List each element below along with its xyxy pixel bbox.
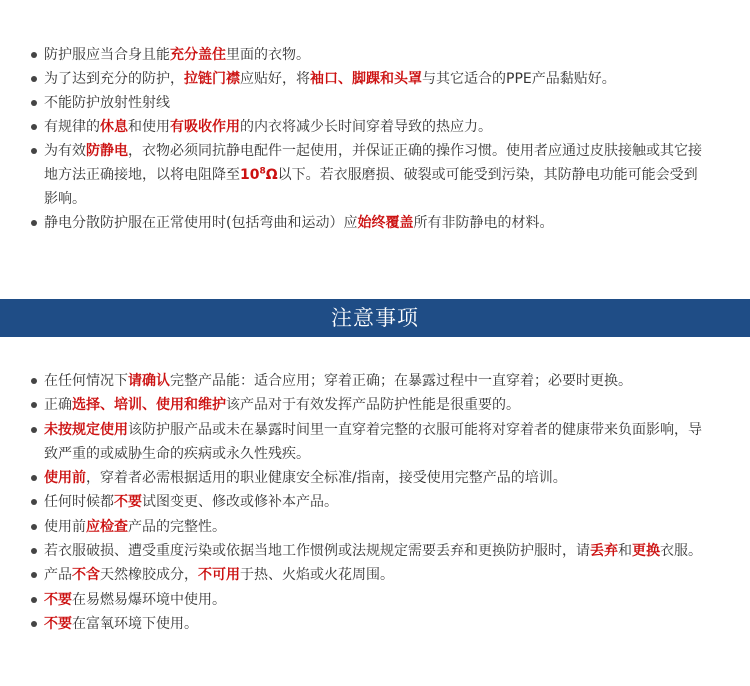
precautions-list	[0, 369, 750, 637]
precaution-item	[0, 369, 750, 393]
guideline-item	[0, 67, 750, 91]
usage-guidelines-list	[0, 43, 750, 235]
item-text: ，穿着者必需根据适用的职业健康安全标准/指南，接受使用完整产品的培训。	[86, 469, 567, 486]
guideline-item	[0, 139, 750, 211]
precaution-item	[0, 418, 750, 466]
highlighted-text: 不要	[44, 616, 72, 633]
item-text: 在任何情况下	[44, 373, 128, 389]
item-text: 若衣服破损、遭受重度污染或依据当地工作惯例或法规规定需要丢弃和更换防护服时，请	[44, 542, 590, 559]
highlighted-text: 更换	[632, 542, 660, 559]
item-text: 正确	[44, 397, 72, 414]
item-text: 产品	[44, 567, 72, 584]
highlighted-text: Ω	[265, 167, 278, 183]
item-text: 与其它适合的PPE产品黏贴好。	[422, 71, 616, 87]
item-text: 静电分散防护服在正常使用时(包括弯曲和运动）应	[44, 215, 358, 231]
item-text: 完整产品能：适合应用；穿着正确；在暴露过程中一直穿着；必要时更换。	[170, 373, 632, 389]
precaution-item	[0, 466, 750, 490]
banner-title: 注意事项	[331, 306, 419, 330]
item-text: 为有效	[44, 143, 86, 159]
item-text: 该产品对于有效发挥产品防护性能是很重要的。	[226, 397, 520, 414]
highlighted-text: 请确认	[128, 373, 170, 389]
item-text: 衣服。	[660, 542, 702, 559]
item-text: 和	[618, 542, 632, 559]
precaution-item	[0, 563, 750, 587]
highlighted-text: 充分盖住	[170, 47, 226, 63]
highlighted-text: 10	[240, 167, 260, 183]
item-text: 使用前	[44, 518, 86, 535]
highlighted-text: 有吸收作用	[170, 119, 240, 135]
item-text: 在富氧环境下使用。	[72, 616, 198, 633]
item-text: 该防护服产品或未在暴露时间里一直穿着完整的衣服可能将对穿着者的健康带来负面影响，导致严重的或威胁生命的疾病或永久性残疾。	[44, 421, 702, 462]
highlighted-text: 丢弃	[590, 542, 618, 559]
guideline-item	[0, 91, 750, 115]
highlighted-text: 8	[259, 166, 266, 177]
guideline-item	[0, 115, 750, 139]
item-text: 的内衣将减少长时间穿着导致的热应力。	[240, 119, 492, 135]
highlighted-text: 使用前	[44, 469, 86, 486]
highlighted-text: 不可用	[198, 567, 240, 584]
item-text: 应贴好，将	[240, 71, 310, 87]
highlighted-text: 始终覆盖	[357, 215, 414, 231]
item-text: 在易燃易爆环境中使用。	[72, 591, 226, 608]
item-text: 和使用	[128, 119, 170, 135]
guideline-item	[0, 43, 750, 67]
item-text: 防护服应当合身且能	[44, 47, 170, 63]
precaution-item	[0, 612, 750, 636]
highlighted-text: 拉链门襟	[184, 71, 240, 87]
precaution-item	[0, 393, 750, 417]
highlighted-text: 不含	[72, 567, 100, 584]
highlighted-text: 袖口、脚踝和头罩	[310, 71, 422, 87]
highlighted-text: 不要	[114, 494, 142, 511]
item-text: 不能防护放射性射线	[44, 95, 170, 111]
item-text: ，衣物必须同抗静电配件一起使用，并保证正确的操作习惯。使用者应通过皮肤接触或其它接地方法正确接地，以将电阻降至	[44, 143, 702, 183]
section-banner	[0, 299, 750, 337]
item-text: 产品的完整性。	[128, 518, 226, 535]
highlighted-text: 防静电	[86, 143, 128, 159]
precaution-item	[0, 588, 750, 612]
item-text: 任何时候都	[44, 494, 114, 511]
precaution-item	[0, 490, 750, 514]
item-text: 为了达到充分的防护，	[44, 71, 184, 87]
item-text: 里面的衣物。	[226, 47, 310, 63]
highlighted-text: 不要	[44, 591, 72, 608]
highlighted-text: 应检查	[86, 518, 128, 535]
precaution-item	[0, 515, 750, 539]
item-text: 所有非防静电的材料。	[413, 215, 554, 231]
item-text: 于热、火焰或火花周围。	[240, 567, 394, 584]
precaution-item	[0, 539, 750, 563]
highlighted-text: 休息	[100, 119, 128, 135]
highlighted-text: 选择、培训、使用和维护	[72, 397, 226, 414]
item-text: 试图变更、修改或修补本产品。	[142, 494, 338, 511]
highlighted-text: 未按规定使用	[44, 421, 128, 438]
guideline-item	[0, 211, 750, 235]
item-text: 有规律的	[44, 119, 100, 135]
item-text: 以下。若衣服磨损、破裂或可能受到污染，其防静电功能可能会受到影响。	[44, 167, 698, 207]
item-text: 天然橡胶成分，	[100, 567, 198, 584]
